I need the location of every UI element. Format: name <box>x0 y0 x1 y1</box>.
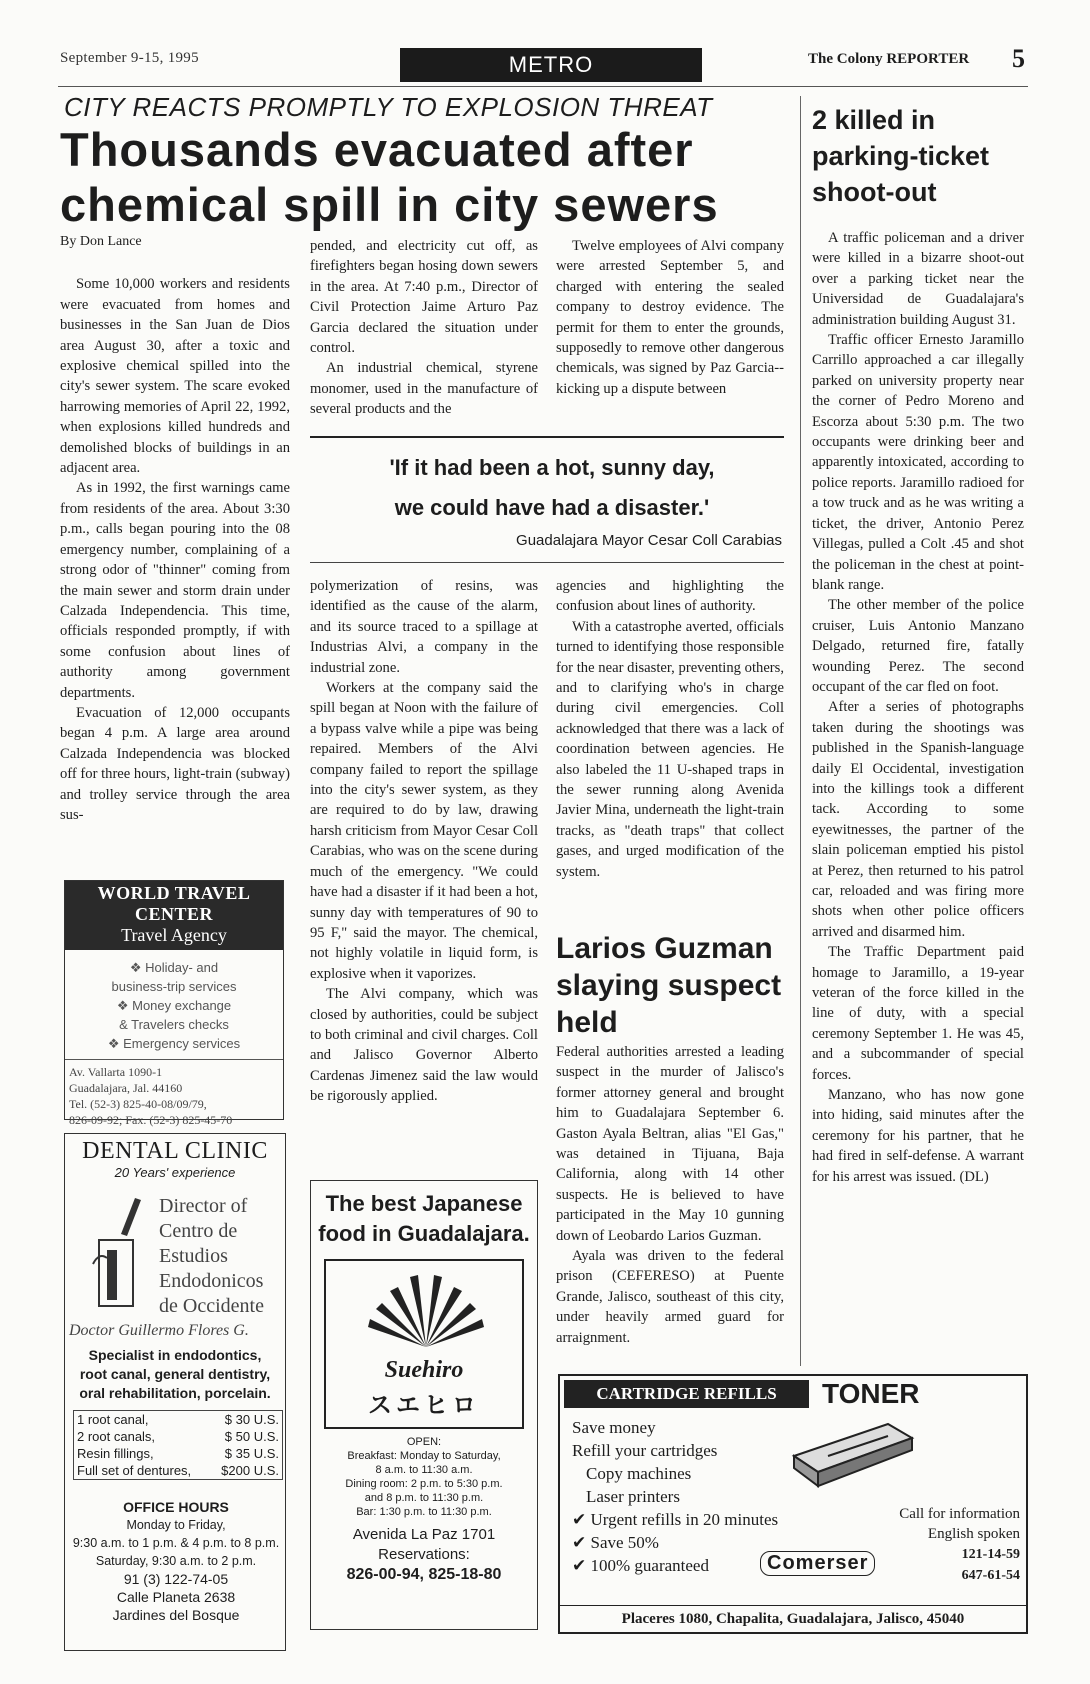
hours-line: Bar: 1:30 p.m. to 11:30 p.m. <box>356 1506 492 1518</box>
hours-line: Saturday, 9:30 a.m. to 2 p.m. <box>95 1554 257 1568</box>
hours-line: Breakfast: Monday to Saturday, <box>347 1450 501 1462</box>
institution-line: Centro de <box>159 1220 238 1242</box>
restaurant-name: Suehiro <box>384 1357 464 1383</box>
paragraph: Workers at the company said the spill began at Noon with the failure of a bypass valve while a pipe was being repaired. Members of the Alvi company failed to report the spillage into the city's sewer system, as they are required to do by law, drawing harsh criticism from Mayor Cesar Coll Carabias, who was on the scene during much of the emergency. "We could have had a disaster if it had been a hot, sunny day with temperatures of 90 to 95 F," said the mayor. The chemical, not highly volatile in liquid form, is explosive when it vaporizes. <box>310 680 538 982</box>
hours-line: Monday to Friday, <box>126 1518 226 1532</box>
restaurant-hours <box>311 1435 537 1519</box>
paragraph: After a series of photographs taken during the shootings was published in the Spanish-language daily El Occidental, investigation into the killings took a different tack. According to some eyewitnesses, the partner of the slain policeman emptied his pistol at Perez, then returned to his patrol car, reloaded and was firing more shots when other police officers arrived and disarmed him. <box>812 699 1024 940</box>
hours-line: Dining room: 2 p.m. to 5:30 p.m. <box>345 1478 503 1490</box>
byline: By Don Lance <box>60 234 142 249</box>
restaurant-phones: 826-00-94, 825-18-80 <box>346 1566 502 1583</box>
paragraph: An industrial chemical, styrene monomer, used in the manufacture of several products and the <box>310 360 538 418</box>
hours-line: 9:30 a.m. to 1 p.m. & 4 p.m. to 8 p.m. <box>72 1536 280 1550</box>
tooth-icon <box>85 1194 149 1314</box>
travel-ad-services <box>65 950 283 1059</box>
paragraph: The Alvi company, which was closed by authorities, could be subject to both criminal and civil charges. Coll and Jalisco Governor Alberto Cardenas Jimenez said the law would be rigorously applied. <box>310 986 538 1105</box>
list-item: ✔ Urgent refills in 20 minutes <box>572 1510 779 1529</box>
price-item: Full set of dentures, <box>77 1463 192 1478</box>
cartridge-contact <box>899 1504 1020 1586</box>
header-rule <box>58 86 1028 87</box>
hours-line: 8 a.m. to 11:30 a.m. <box>375 1464 473 1476</box>
newspaper-name: The Colony REPORTER <box>808 51 970 67</box>
specialty-line: Specialist in endodontics, <box>88 1347 262 1363</box>
dental-institution <box>159 1194 264 1319</box>
kicker: CITY REACTS PROMPTLY TO EXPLOSION THREAT <box>64 92 713 122</box>
dental-ad-title: DENTAL CLINIC <box>82 1138 268 1164</box>
cartridge-phone: 647-61-54 <box>961 1568 1020 1583</box>
main-story-column-3-top <box>556 236 784 426</box>
price-item: 1 root canal, <box>77 1412 149 1427</box>
issue-date: September 9-15, 1995 <box>60 50 199 66</box>
travel-ad-subtitle: Travel Agency <box>121 925 227 945</box>
list-item: ❖ Holiday- and <box>129 960 219 975</box>
reservations-label: Reservations: <box>378 1546 470 1563</box>
main-story-column-2-top <box>310 236 538 426</box>
dental-phone: 91 (3) 122-74-05 <box>123 1571 229 1587</box>
dental-specialties <box>67 1346 283 1403</box>
guzman-story <box>556 1042 784 1372</box>
office-hours-title: OFFICE HOURS <box>123 1499 229 1515</box>
list-item: Copy machines <box>586 1464 692 1483</box>
contact-line: English spoken <box>927 1526 1020 1542</box>
sidebar-headline: 2 killed in parking-ticket shoot-out <box>812 105 990 207</box>
table-row <box>74 1462 282 1479</box>
paragraph: Traffic officer Ernesto Jaramillo Carrillo approached a car illegally parked on university property near the corner of Pedro Moreno and Escorza about 5:30 p.m. The two occupants were drinking beer and apparently intoxicated, according to police reports. Jaramillo radioed for a tow truck and as he was writing a ticket, the driver, Antonio Perez Villegas, pulled a Colt .45 and shot the policeman in the chest at point-blank range. <box>812 332 1024 593</box>
paragraph: Twelve employees of Alvi company were arrested September 5, and charged with entering the sealed company to destroy evidence. The permit for them to enter the grounds, supposedly to remove other dangerous chemicals, was signed by Paz Garcia-- kicking up a dispute between <box>556 238 784 397</box>
restaurant-logo <box>324 1259 524 1429</box>
paragraph: Evacuation of 12,000 occupants began 4 p.m. A large area around Calzada Independencia was blocked off for three hours, light-train (subway) and trolley service through the area sus- <box>60 704 290 823</box>
address-line: Av. Vallarta 1090-1 <box>69 1065 163 1079</box>
specialty-line: oral rehabilitation, porcelain. <box>79 1385 271 1401</box>
main-story-column-3-bottom <box>556 576 784 926</box>
contact-line: Call for information <box>899 1506 1020 1522</box>
main-headline: Thousands evacuated after chemical spill in city sewers <box>60 123 719 231</box>
paragraph: Some 10,000 workers and residents were evacuated from homes and businesses in the San Juan de Dios area August 30, after a toxic and explosive chemical spilled into the city's sewer system. The scare evoked harrowing memories of April 22, 1992, when explosions killed hundreds and demolished blocks of buildings in an adjacent area. <box>60 276 290 477</box>
institution-line: Director of <box>159 1195 248 1217</box>
toner-label: TONER <box>822 1378 920 1409</box>
paragraph: With a catastrophe averted, officials turned to identifying those responsible for the near disaster, preventing others, and to clarifying who's in charge during civil emergencies. Coll acknowledged that there was a lack of coordination between agencies. He also labeled the 11 U-shaped traps in the sewer running along Avenida Javier Mina, underneath the light-train tracks, as "death traps" that collect gases, and urged modification of the system. <box>556 618 784 880</box>
restaurant-ad <box>310 1180 538 1630</box>
hours-line: OPEN: <box>406 1436 442 1448</box>
sidebar-story <box>812 228 1024 1374</box>
paragraph: Manzano, who has now gone into hiding, said minutes after the ceremony for his partner, that he had fired in self-defense. A warrant for his arrest was issued. (DL) <box>812 1087 1024 1185</box>
cartridge-phone: 121-14-59 <box>961 1547 1020 1562</box>
price-value: $200 U.S. <box>221 1463 279 1478</box>
price-value: $ 50 U.S. <box>224 1429 279 1444</box>
guzman-headline: Larios Guzman slaying suspect held <box>556 932 782 1039</box>
pull-quote-line: we could have had a disaster.' <box>394 495 710 520</box>
restaurant-address: Avenida La Paz 1701 <box>352 1526 496 1543</box>
list-item: Laser printers <box>586 1487 680 1506</box>
dental-street: Calle Planeta 2638 <box>116 1589 236 1605</box>
paragraph: As in 1992, the first warnings came from residents of the area. About 3:30 p.m., calls began pouring into the 08 emergency number, complaining of a strong odor of "thinner" coming from the main sewer and storm drain under Calzada Independencia. This time, officials responded promptly, if with some confusion about lines of authority among government departments. <box>60 480 290 701</box>
pull-quote-line: 'If it had been a hot, sunny day, <box>389 455 715 480</box>
paragraph: polymerization of resins, was identified as the cause of the alarm, and its source traced to a spillage at Industrias Alvi, a company in the industrial zone. <box>310 578 538 676</box>
paragraph: agencies and highlighting the confusion about lines of authority. <box>556 578 784 615</box>
address-line: Guadalajara, Jal. 44160 <box>69 1081 183 1095</box>
paragraph: A traffic policeman and a driver were killed in a bizarre shoot-out over a parking ticket near the Universidad de Guadalajara's administration building August 31. <box>812 230 1024 328</box>
list-item: ❖ Money exchange <box>116 998 232 1013</box>
institution-line: Estudios <box>159 1245 228 1267</box>
cartridge-address: Placeres 1080, Chapalita, Guadalajara, Jalisco, 45040 <box>560 1605 1026 1632</box>
table-row <box>74 1428 282 1445</box>
institution-line: Endodonicos <box>159 1270 264 1292</box>
list-item: ✔ Save 50% <box>572 1533 659 1552</box>
dental-price-table <box>73 1410 283 1480</box>
address-line: 826-09-92; Fax. (52-3) 825-45-70 <box>69 1113 233 1127</box>
price-value: $ 30 U.S. <box>224 1412 279 1427</box>
sunburst-icon <box>356 1269 496 1349</box>
restaurant-contact <box>311 1525 537 1585</box>
list-item: ❖ Emergency services <box>107 1036 241 1051</box>
quote-top-rule <box>310 436 784 438</box>
list-item: business-trip services <box>111 979 237 994</box>
list-item: Save money <box>572 1418 656 1437</box>
dental-doctor-name: Doctor Guillermo Flores G. <box>69 1322 249 1339</box>
address-line: Tel. (52-3) 825-40-08/09/79, <box>69 1097 207 1111</box>
table-row <box>74 1411 282 1428</box>
list-item: Refill your cartridges <box>572 1441 718 1460</box>
dental-clinic-ad <box>64 1133 286 1651</box>
travel-ad-address <box>65 1059 283 1132</box>
section-banner: METRO <box>400 48 702 82</box>
dental-ad-subtitle: 20 Years' experience <box>114 1165 236 1180</box>
paragraph: The other member of the police cruiser, Luis Antonio Manzano Delgado, returned fire, fatally wounding Perez. The second occupant of the car fled on foot. <box>812 597 1024 695</box>
main-story-column-2-bottom <box>310 576 538 1176</box>
table-row <box>74 1445 282 1462</box>
column-divider <box>800 96 801 1366</box>
cartridge-refills-ad <box>558 1374 1028 1634</box>
price-item: 2 root canals, <box>77 1429 156 1444</box>
institution-line: de Occidente <box>159 1295 264 1317</box>
main-story-column-1 <box>60 232 290 880</box>
paragraph: pended, and electricity cut off, as firefighters began hosing down sewers in the area. At 7:40 p.m., Director of Civil Protection Jaime Arturo Paz Garcia declared the situation under control. <box>310 238 538 357</box>
restaurant-ad-title: The best Japanese food in Guadalajara. <box>318 1191 530 1246</box>
travel-agency-ad <box>64 880 284 1127</box>
page-number: 5 <box>1012 44 1025 73</box>
dental-office-hours <box>65 1498 287 1624</box>
paragraph: Ayala was driven to the federal prison (CEFERESO) at Puente Grande, Jalisco, southeast of this city, under heavily armed guard for arraignment. <box>556 1248 784 1346</box>
travel-ad-banner <box>65 881 283 950</box>
paragraph: Federal authorities arrested a leading suspect in the murder of Jalisco's former attorney general and brought him to Guadalajara September 6. Gaston Ayala Beltran, alias "El Gas," was detained in Tijuana, Baja California, along with 14 other suspects. He is believed to have participated in the May 10 gunning down of Leobardo Larios Guzman. <box>556 1044 784 1244</box>
cartridge-ad-services <box>572 1416 778 1577</box>
cartridge-ad-banner: CARTRIDGE REFILLS <box>564 1380 809 1408</box>
specialty-line: root canal, general dentistry, <box>79 1366 271 1382</box>
price-value: $ 35 U.S. <box>224 1446 279 1461</box>
dental-area: Jardines del Bosque <box>112 1607 240 1623</box>
travel-ad-title: WORLD TRAVEL CENTER <box>97 883 251 924</box>
restaurant-name-japanese: スエヒロ <box>368 1393 480 1419</box>
pull-quote-attribution: Guadalajara Mayor Cesar Coll Carabias <box>516 532 782 549</box>
list-item: ✔ 100% guaranteed <box>572 1556 709 1575</box>
pull-quote <box>312 448 792 528</box>
hours-line: and 8 p.m. to 11:30 p.m. <box>364 1492 484 1504</box>
company-logo: Comerser <box>760 1551 875 1576</box>
quote-bottom-rule <box>310 562 784 563</box>
list-item: & Travelers checks <box>119 1017 229 1032</box>
price-item: Resin fillings, <box>77 1446 154 1461</box>
paragraph: The Traffic Department paid homage to Jaramillo, a 19-year veteran of the force killed in the line of duty, with a special ceremony September 1. He was 45, and a subcommander of special forces. <box>812 944 1024 1083</box>
printer-cartridge-icon <box>788 1416 918 1496</box>
